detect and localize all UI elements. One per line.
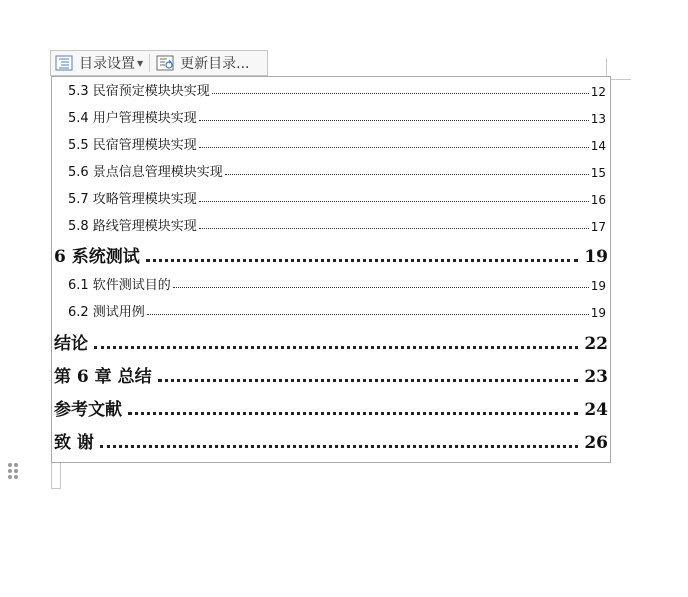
toc-entry-page: 26 <box>584 433 608 453</box>
toc-entry-leader <box>199 147 589 148</box>
toc-settings-label: 目录设置 <box>79 56 135 72</box>
toc-entry-leader <box>199 120 589 121</box>
toc-entry-title: 5.8 路线管理模块实现 <box>68 219 197 234</box>
toc-entry-leader <box>128 412 578 415</box>
update-toc-label: 更新目录... <box>180 56 250 72</box>
toc-settings-button[interactable] <box>51 51 147 75</box>
toc-content <box>51 76 611 463</box>
toc-entry-title: 参考文献 <box>54 400 122 420</box>
toc-entry[interactable] <box>52 302 610 320</box>
toc-entry-page: 19 <box>590 306 606 320</box>
toc-entry-page: 22 <box>584 334 608 354</box>
drag-handle-icon[interactable] <box>8 463 20 483</box>
toc-entry[interactable] <box>52 363 610 387</box>
toc-entry-title: 5.6 景点信息管理模块实现 <box>68 165 223 180</box>
toc-entry-title: 5.5 民宿管理模块实现 <box>68 138 197 153</box>
toc-entry[interactable] <box>52 81 610 99</box>
toc-entry[interactable] <box>52 275 610 293</box>
toc-entry-leader <box>173 287 589 288</box>
toc-entry[interactable] <box>52 162 610 180</box>
toc-entry-title: 结论 <box>54 334 88 354</box>
toc-entry-title: 5.3 民宿预定模块块实现 <box>68 84 210 99</box>
toc-entry-leader <box>212 93 589 94</box>
toc-entry-leader <box>100 445 578 448</box>
margin-mark-bottom-v <box>60 463 61 489</box>
toc-entry-title: 第 6 章 总结 <box>54 367 152 387</box>
margin-mark-bottom-h <box>51 488 61 489</box>
toolbar-divider <box>149 54 150 72</box>
toc-entry-title: 6.2 测试用例 <box>68 305 145 320</box>
toc-entry-title: 6 系统测试 <box>54 247 140 267</box>
toc-entry-leader <box>147 314 589 315</box>
toc-toolbar <box>50 50 268 76</box>
toc-entry-page: 19 <box>590 279 606 293</box>
toc-entry-leader <box>225 174 589 175</box>
toc-entry-leader <box>146 259 579 262</box>
toc-entry-title: 致 谢 <box>54 433 94 453</box>
toc-entry-page: 13 <box>590 112 606 126</box>
margin-mark-left <box>51 463 52 489</box>
toc-entry-page: 15 <box>590 166 606 180</box>
toc-entry[interactable] <box>52 108 610 126</box>
toc-entry-title: 5.7 攻略管理模块实现 <box>68 192 197 207</box>
toc-entry-leader <box>94 346 578 349</box>
toc-entry[interactable] <box>52 243 610 267</box>
toc-entry-leader <box>199 228 589 229</box>
update-toc-icon <box>156 55 174 71</box>
update-toc-button[interactable] <box>152 51 253 75</box>
toc-entry[interactable] <box>52 135 610 153</box>
toc-entry-title: 5.4 用户管理模块实现 <box>68 111 197 126</box>
toc-entry[interactable] <box>52 189 610 207</box>
toc-entry[interactable] <box>52 216 610 234</box>
toc-entry[interactable] <box>52 396 610 420</box>
toc-entry-leader <box>199 201 589 202</box>
toc-entry-title: 6.1 软件测试目的 <box>68 278 171 293</box>
toc-entry-page: 17 <box>590 220 606 234</box>
chevron-down-icon: ▼ <box>137 58 144 68</box>
toc-entry-page: 24 <box>584 400 608 420</box>
toc-entry-page: 12 <box>590 85 606 99</box>
toc-entry[interactable] <box>52 429 610 453</box>
toc-entry-leader <box>158 379 579 382</box>
toc-entry-page: 19 <box>584 247 608 267</box>
toc-entry[interactable] <box>52 330 610 354</box>
toc-entry-page: 14 <box>590 139 606 153</box>
toc-settings-icon <box>55 55 73 71</box>
toc-entry-page: 23 <box>584 367 608 387</box>
toc-entry-page: 16 <box>590 193 606 207</box>
